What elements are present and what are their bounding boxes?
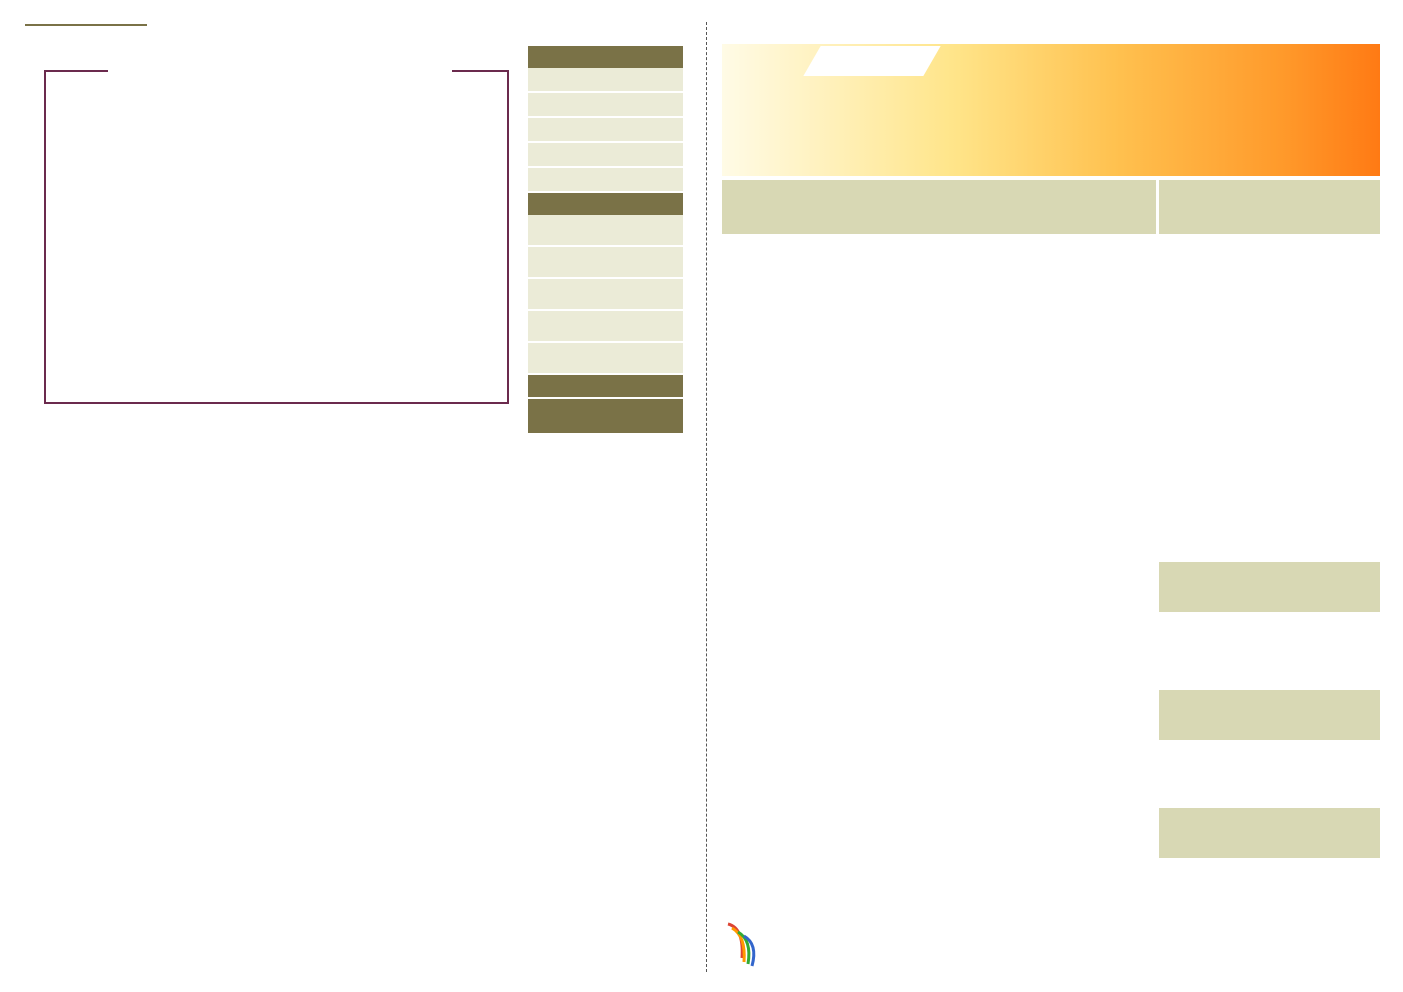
mission-item (528, 279, 683, 311)
worship-header (528, 375, 683, 397)
church-logo (724, 918, 914, 968)
praise-details (1172, 246, 1380, 443)
rules-title (108, 56, 452, 92)
committee-section (728, 752, 1156, 914)
rules-box (44, 70, 509, 404)
guide-row (728, 866, 1156, 882)
staff-header (528, 399, 683, 433)
next-offering-row (728, 826, 1156, 850)
this-offering-row (728, 778, 1156, 802)
dawn-header (1159, 808, 1380, 858)
mission-item (528, 215, 683, 247)
mission-column (528, 22, 683, 433)
praise-lead (1172, 246, 1380, 266)
hymn-item (1172, 355, 1380, 375)
mission-item (528, 311, 683, 343)
friday-header (1159, 690, 1380, 740)
logo-mark-icon (724, 918, 762, 968)
hymn-item (1172, 375, 1380, 395)
next-prayer-row (728, 752, 1156, 778)
guide-title (728, 850, 1156, 866)
mission-item (528, 168, 683, 193)
mission-item (528, 143, 683, 168)
this-offering-afternoon (728, 802, 1156, 826)
mission-item (528, 118, 683, 143)
mission-item (528, 343, 683, 375)
praise-header (1159, 180, 1380, 234)
next-week-prayer (1172, 417, 1380, 443)
mission-title (528, 22, 683, 46)
mission-item (528, 247, 683, 279)
wednesday-header (1159, 562, 1380, 612)
guide-members-2 (728, 898, 1156, 914)
praise-preach (1172, 266, 1380, 294)
overseas-header (528, 46, 683, 68)
mission-item (528, 93, 683, 118)
guide-row (728, 882, 1156, 898)
hymn-label (1172, 335, 1380, 355)
domestic-header (528, 193, 683, 215)
theme-banner (722, 44, 1380, 176)
praise-item (1172, 294, 1380, 314)
sunday-header (722, 180, 1156, 234)
mission-item (528, 68, 683, 93)
hymn-item (1172, 395, 1380, 415)
news-tag (25, 24, 147, 26)
silent-prayer-row (1172, 314, 1380, 335)
